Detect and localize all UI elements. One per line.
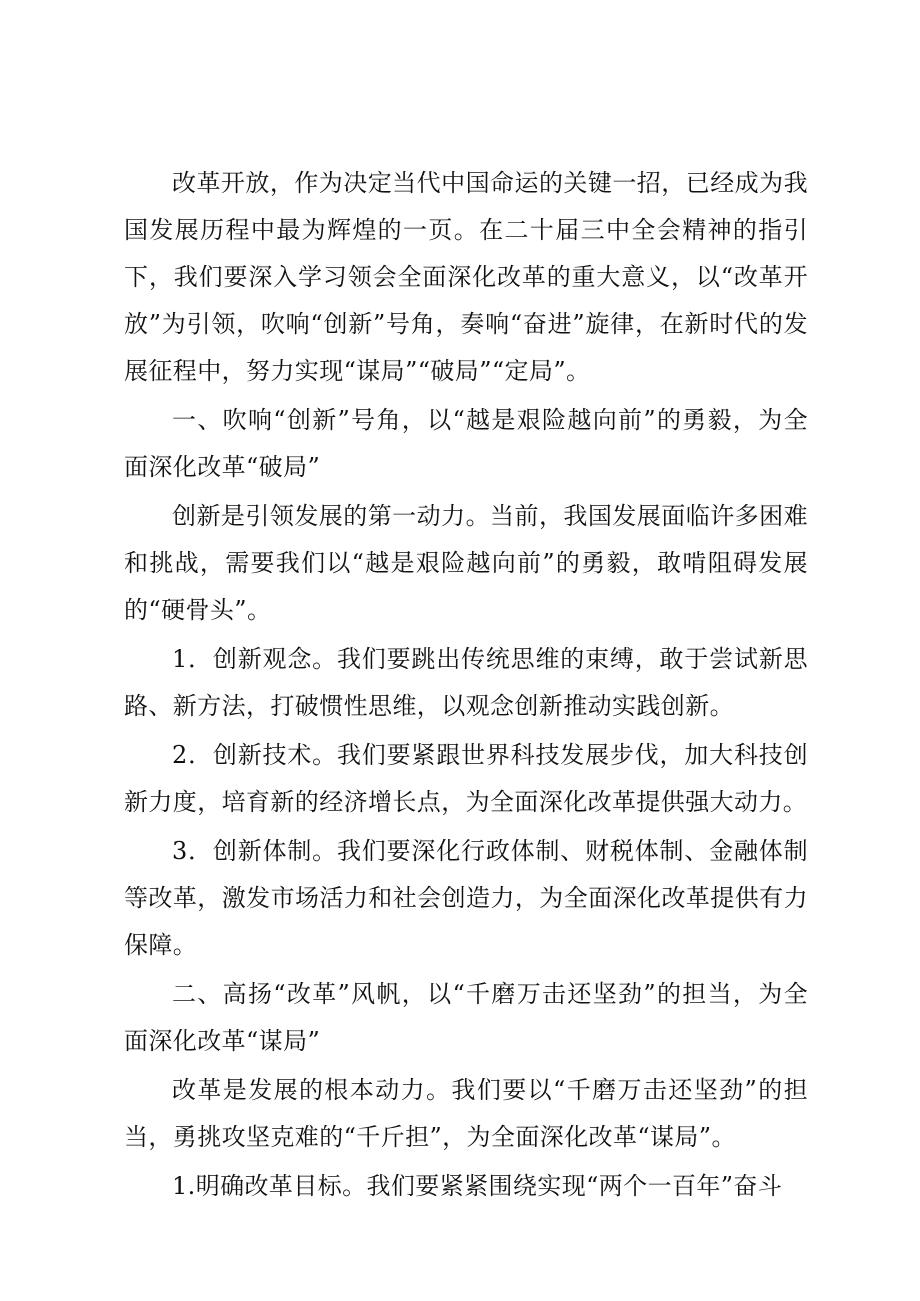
section-heading-2: 二、高扬“改革”风帆，以“千磨万击还坚劲”的担当，为全面深化改革“谋局” <box>124 980 808 1055</box>
intro-paragraph: 改革开放，作为决定当代中国命运的关键一招，已经成为我国发展历程中最为辉煌的一页。在二十届三中全会精神的指引下，我们要深入学习领会全面深化改革的重大意义，以“改革开放”为引领，吹响“创新”号角，奏响“奋进”旋律，在新时代的发展征程中，努力实现“谋局”“破局”“定局”。 <box>124 169 808 385</box>
list-item-2: 2．创新技术。我们要紧跟世界科技发展步伐，加大科技创新力度，培育新的经济增长点，为全面深化改革提供强大动力。 <box>124 741 808 816</box>
list-item-1: 1．创新观念。我们要跳出传统思维的束缚，敢于尝试新思路、新方法，打破惯性思维，以观念创新推动实践创新。 <box>124 645 808 720</box>
section-2-list-item-1: 1.明确改革目标。我们要紧紧围绕实现“两个一百年”奋斗 <box>172 1172 783 1200</box>
document-body <box>124 160 808 1212</box>
section-2-intro-paragraph: 改革是发展的根本动力。我们要以“千磨万击还坚劲”的担当，勇挑攻坚克难的“千斤担”，为全面深化改革“谋局”。 <box>124 1076 808 1151</box>
list-item-3: 3．创新体制。我们要深化行政体制、财税体制、金融体制等改革，激发市场活力和社会创造力，为全面深化改革提供有力保障。 <box>124 837 808 959</box>
section-heading-1: 一、吹响“创新”号角，以“越是艰险越向前”的勇毅，为全面深化改革“破局” <box>124 406 808 481</box>
section-1-intro-paragraph: 创新是引领发展的第一动力。当前，我国发展面临许多困难和挑战，需要我们以“越是艰险越向前”的勇毅，敢啃阻碍发展的“硬骨头”。 <box>124 502 808 624</box>
